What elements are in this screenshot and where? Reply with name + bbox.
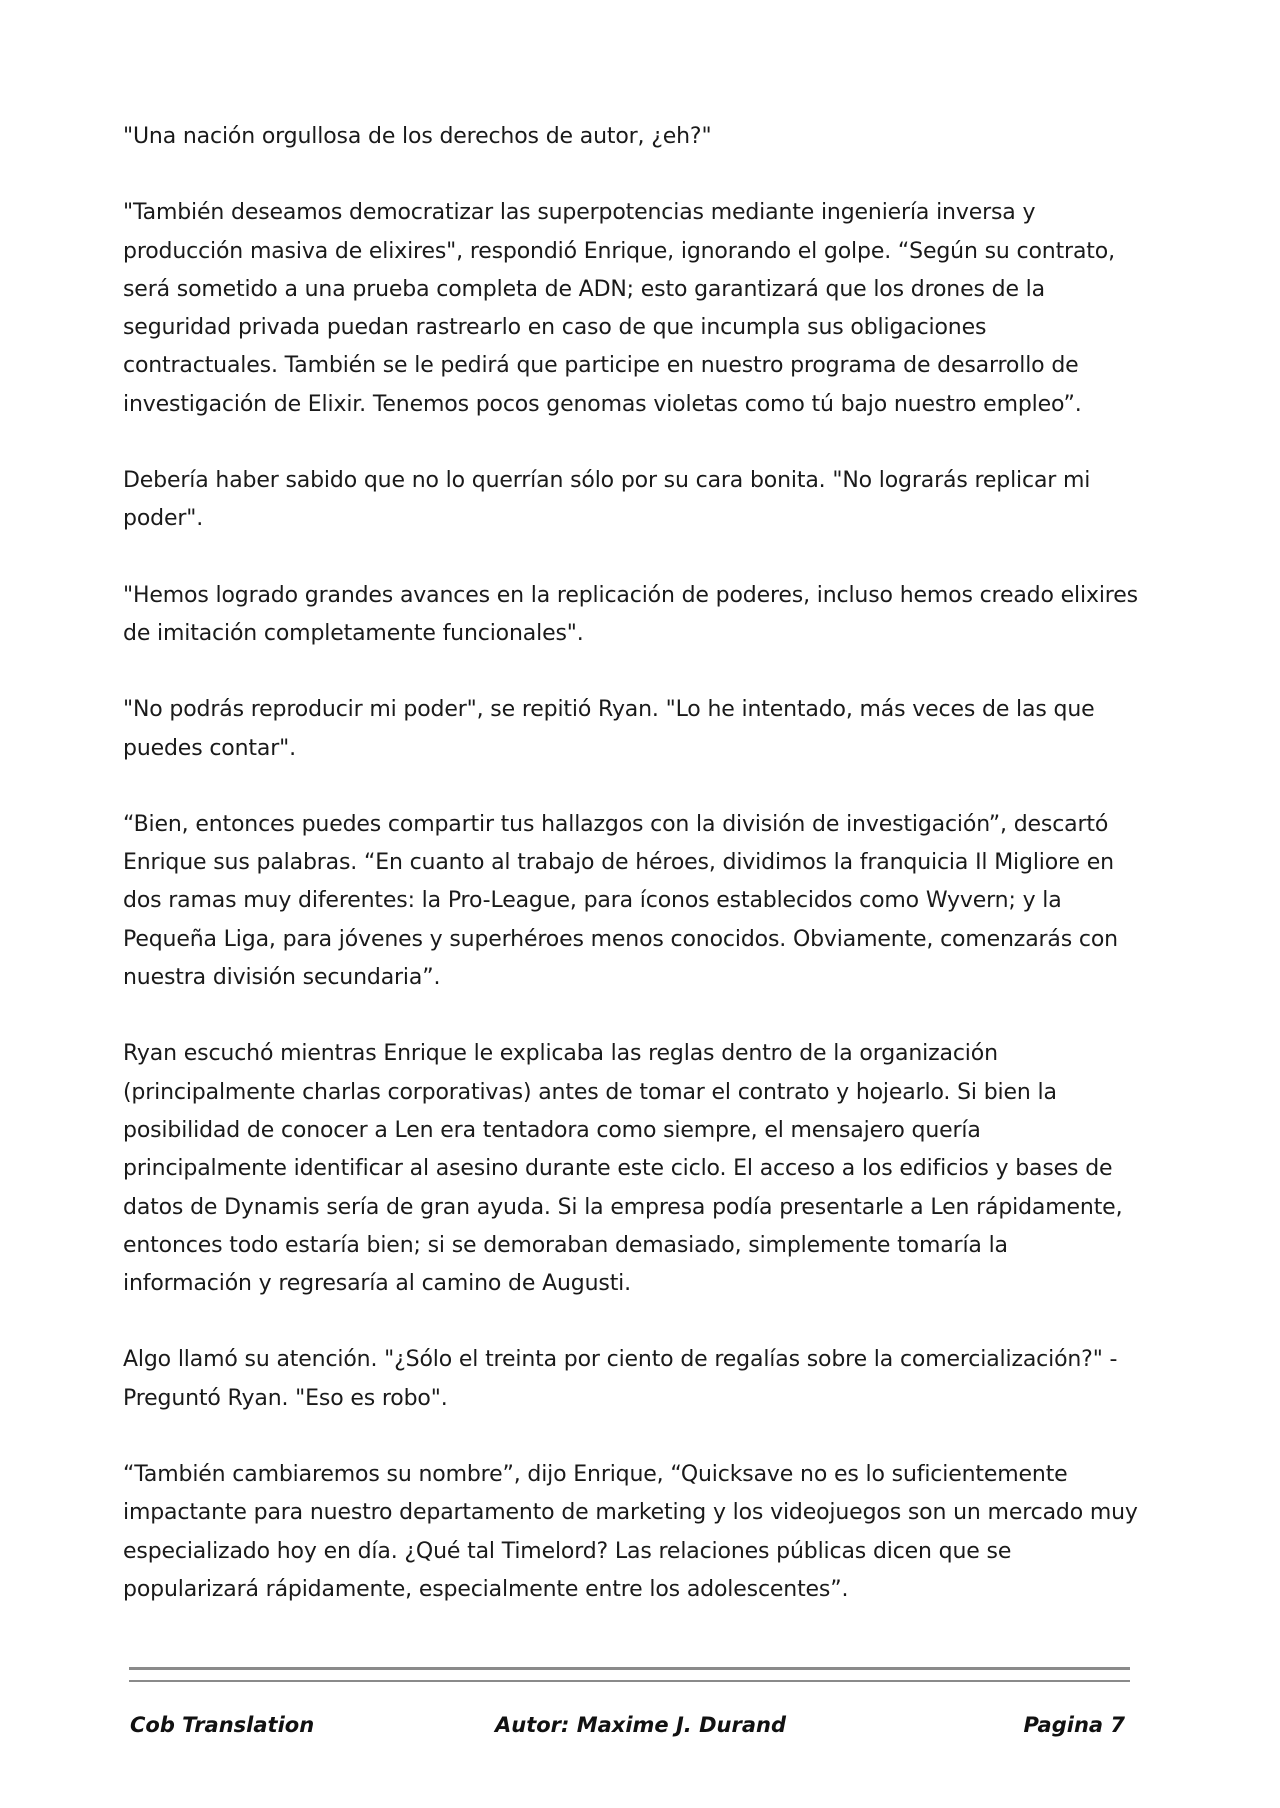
paragraph-8: Algo llamó su atención. "¿Sólo el treinta por ciento de regalías sobre la comercialización?" -Preguntó Ryan. "Eso es robo". (123, 1347, 1118, 1411)
footer-translator: Cob Translation (130, 1713, 315, 1737)
paragraph-5: "No podrás reproducir mi poder", se repitió Ryan. "Lo he intentado, más veces de las que puedes contar". (123, 697, 1095, 761)
paragraph-1: "Una nación orgullosa de los derechos de autor, ¿eh?" (123, 124, 712, 149)
footer-divider-bottom (129, 1680, 1130, 1682)
footer-page-number: Pagina 7 (1023, 1713, 1125, 1737)
paragraph-6: “Bien, entonces puedes compartir tus hallazgos con la división de investigación”, descartó Enrique sus palabras. “En cuanto al trabajo de héroes, dividimos la franquicia Il Migliore en dos ramas muy diferentes: la Pro-League, para íconos establecidos como Wyvern; y la Pequeña Liga, para jóvenes y superhéroes menos conocidos. Obviamente, comenzarás con nuestra división secundaria”. (123, 811, 1118, 991)
paragraph-7: Ryan escuchó mientras Enrique le explicaba las reglas dentro de la organización (principalmente charlas corporativas) antes de tomar el contrato y hojearlo. Si bien la posibilidad de conocer a Len era tentadora como siempre, el mensajero quería principalmente identificar al asesino durante este ciclo. El acceso a los edificios y bases de datos de Dynamis sería de gran ayuda. Si la empresa podía presentarle a Len rápidamente, entonces todo estaría bien; si se demoraban demasiado, simplemente tomaría la información y regresaría al camino de Augusti. (123, 1041, 1123, 1297)
footer-author: Autor: Maxime J. Durand (495, 1713, 786, 1737)
page-footer (130, 1713, 1125, 1753)
paragraph-2: "También deseamos democratizar las superpotencias mediante ingeniería inversa y producción masiva de elixires", respondió Enrique, ignorando el golpe. “Según su contrato, será sometido a una prueba completa de ADN; esto garantizará que los drones de la seguridad privada puedan rastrearlo en caso de que incumpla sus obligaciones contractuales. También se le pedirá que participe en nuestro programa de desarrollo de investigación de Elixir. Tenemos pocos genomas violetas como tú bajo nuestro empleo”. (123, 200, 1115, 417)
paragraph-4: "Hemos logrado grandes avances en la replicación de poderes, incluso hemos creado elixires de imitación completamente funcionales". (123, 582, 1138, 646)
paragraph-9: “También cambiaremos su nombre”, dijo Enrique, “Quicksave no es lo suficientemente impactante para nuestro departamento de marketing y los videojuegos son un mercado muy especializado hoy en día. ¿Qué tal Timelord? Las relaciones públicas dicen que se popularizará rápidamente, especialmente entre los adolescentes”. (123, 1462, 1138, 1602)
paragraph-3: Debería haber sabido que no lo querrían sólo por su cara bonita. "No lograrás replicar mi poder". (123, 468, 1091, 532)
footer-divider-top (129, 1667, 1130, 1670)
page-body (123, 118, 1143, 1647)
